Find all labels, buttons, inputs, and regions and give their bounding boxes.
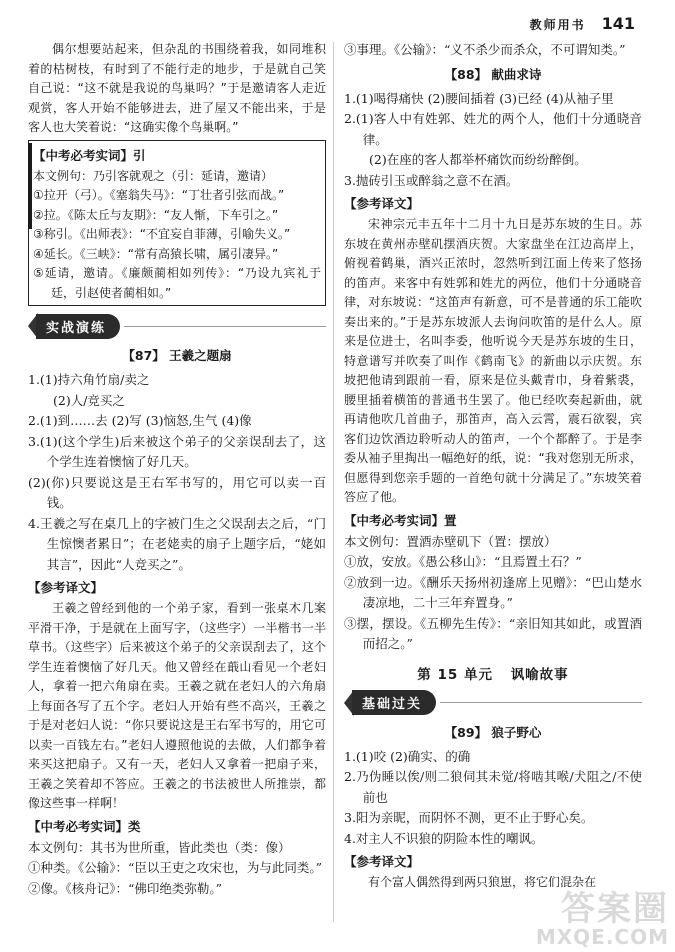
answer-line: 2.(1)到……去 (2)写 (3)恼怒,生气 (4)像: [28, 413, 252, 428]
answer-line: 3.抛砖引玉或醉翁之意不在酒。: [344, 172, 519, 188]
unit-title: 讽喻故事: [510, 666, 569, 683]
vocab-item: ①拉开（弓）。《塞翁失马》：“丁壮者引弦而战。”: [33, 188, 285, 202]
vocab-item: ②放到一边。《酬乐天扬州初逢席上见赠》：“巴山楚水凄凉地，二十三年弃置身。”: [344, 574, 642, 610]
practice-banner: [28, 312, 326, 340]
basics-banner: [344, 689, 642, 717]
vocab-item: ④延长。《三峡》：“常有高猿长啸，属引凄异。”: [33, 246, 279, 261]
banner-rule: [440, 702, 642, 703]
vocab-item: ②像。《核舟记》：“佛印绝类弥勒。”: [28, 880, 223, 896]
answer-line: 3.(1)(这个学生)后来被这个弟子的父亲误刮去了，这个学生连着懊恼了好几天。: [28, 433, 326, 469]
banner-label: 基础过关: [352, 690, 436, 715]
vocab-item: ①种类。《公输》：“臣以王吏之攻宋也，为与此同类。”: [28, 860, 323, 875]
vocab-title: 【中考必考实词】引: [33, 147, 146, 163]
reference-translation: 宋神宗元丰五年十二月十九日是苏东坡的生日。苏东坡在黄州赤壁矶摆酒庆贺。大家盘坐在江边高岸上，俯视着鹤巢，酒兴正浓时，忽然听到江面上传来了悠扬的笛声。来客中有姓郭和姓尤的两位，他们十分通晓音律，对东坡说：“这笛声有新意，可不是普通的乐工能吹奏出来的。”于是苏东坡派人去询问吹笛的是什么人。原来是位进士，名叫李委，他听说今天是苏东坡的生日，特意谱写并吹奏了叫作《鹤南飞》的新曲以示庆贺。东坡把他请到跟前一看，原来是位头戴青巾，身着紫裘，腰里插着横笛的普通书生罢了。他已经吹奏起新曲，就再请他吹几首曲子，那笛声，高入云霄，震石欲裂，宾客们边饮酒边聆听动人的笛声，一个个都醉了。于是李委从袖子里掏出一幅绝好的纸，说：“我对您别无所求，但愿得到您亲手题的一首绝句就十分满足了。”东坡笑着答应了他。: [344, 217, 642, 504]
banner-label: 实战演练: [36, 314, 120, 339]
vocab-item: ③摆，摆设。《五柳先生传》：“亲旧知其如此，或置酒而招之。”: [344, 615, 642, 651]
section-title: 【89】 狼子野心: [444, 724, 542, 740]
answer-line: 3.阳为亲昵，而阴怀不测，更不止于野心矣。: [344, 810, 594, 825]
answer-line: (2)在座的客人都举杯痛饮而纷纷醉倒。: [369, 152, 587, 167]
vocab-box-yin: [28, 140, 326, 307]
answer-line: (2)人/竞买之: [53, 392, 125, 408]
reference-translation: 王羲之曾经到他的一个弟子家，看到一张桌木几案平滑干净，于是就在上面写字，（这些字）一半楷书一半草书。（这些字）后来被这个弟子的父亲误刮去了，这个学生连着懊恼了好几天。他又曾经在蕺山看见一个老妇人，拿着一把六角扇在卖。王羲之就在老妇人的六角扇上每面各写了五个字。老妇人开始有些不高兴，王羲之于是对老妇人说：“你只要说这是王右军书写的，用它可以卖一百钱左右。”老妇人遵照他说的去做，人们都争着来买这把扇子。又有一天，老妇人又拿着一把扇子来，王羲之笑着却不答应。王羲之的书法被世人所推崇，都像这些事一样啊！: [28, 601, 326, 810]
right-column: [344, 40, 642, 893]
watermark-url: MXQE.COM: [535, 925, 669, 949]
vocab-title: 【中考必考实词】置: [344, 512, 457, 528]
reference-title: 【参考译文】: [28, 580, 104, 595]
unit-heading: [344, 663, 642, 683]
vocab-item: ①放，安放。《愚公移山》：“且焉置土石？”: [344, 554, 582, 569]
reference-title: 【参考译文】: [344, 196, 420, 211]
site-watermark: [535, 889, 669, 949]
box-accent-bar: [28, 143, 32, 229]
vocab-item: ③称引。《出师表》：“不宜妄自菲薄，引喻失义。”: [33, 227, 291, 241]
reference-translation: 有个富人偶然得到两只狼崽，将它们混杂在: [368, 875, 597, 889]
answer-line: 4.王羲之写在桌几上的字被门生之父误刮去之后，“门生惊懊者累日”；在老姥卖的扇子上题字后，“姥如其言”，因此“人竞买之”。: [28, 515, 326, 572]
vocab-example: 本文例句：乃引客就观之（引：延请，邀请）: [33, 168, 274, 183]
vocab-item: ⑤延请，邀请。《廉颇蔺相如列传》：“乃设九宾礼于廷，引赵使者蔺相如。”: [33, 266, 321, 300]
page-header: [530, 14, 635, 33]
vocab-title: 【中考必考实词】类: [28, 818, 141, 834]
answer-line: 1.(1)持六角竹扇/卖之: [28, 372, 150, 387]
watermark-logo: 答案圈: [561, 889, 669, 929]
answer-line: 2.(1)客人中有姓郭、姓尤的两个人，他们十分通晓音律。: [344, 111, 642, 147]
vocab-example: 本文例句：置酒赤壁矶下（置：摆放）: [344, 533, 557, 549]
vocab-example: 本文例句：其书为世所重，皆此类也（类：像）: [28, 839, 291, 855]
banner-rule: [124, 326, 326, 327]
book-label: 教师用书: [529, 18, 586, 32]
vocab-item: ③事理。《公输》：“义不杀少而杀众，不可谓知类。”: [344, 42, 626, 57]
answer-line: 2.乃伪睡以俟/则二狼伺其未觉/将啮其喉/犬阻之/不使前也: [344, 769, 642, 805]
intro-translation: 偶尔想要站起来，但杂乱的书围绕着我，如同堆积着的枯树枝，有时到了不能行走的地步，于是就自己笑自己说：“这不就是我说的鸟巢吗？”于是邀请客人走近观赏，客人开始不能够进去，进了屋又不能出来，于是客人也大笑着说：“这确实像个鸟巢啊。”: [28, 42, 326, 134]
left-column: [28, 40, 326, 899]
section-title: 【88】 献曲求诗: [444, 66, 542, 82]
answer-line: 1.(1)喝得痛快 (2)腰间插着 (3)已经 (4)从袖子里: [344, 90, 614, 106]
page-number: 141: [601, 14, 635, 33]
answer-line: 4.对主人不识狼的阴险本性的嘲讽。: [344, 830, 544, 846]
answer-line: (2)(你)只要说这是王右军书写的，用它可以卖一百钱。: [28, 474, 326, 510]
reference-title: 【参考译文】: [344, 854, 420, 869]
unit-number: 第 15 单元: [417, 666, 493, 683]
vocab-item: ②拉。《陈太丘与友期》：“友人惭，下车引之。”: [33, 207, 279, 222]
answer-line: 1.(1)咬 (2)确实、的确: [344, 748, 471, 764]
column-divider: [333, 42, 334, 922]
section-title: 【87】 王羲之题扇: [122, 348, 232, 363]
